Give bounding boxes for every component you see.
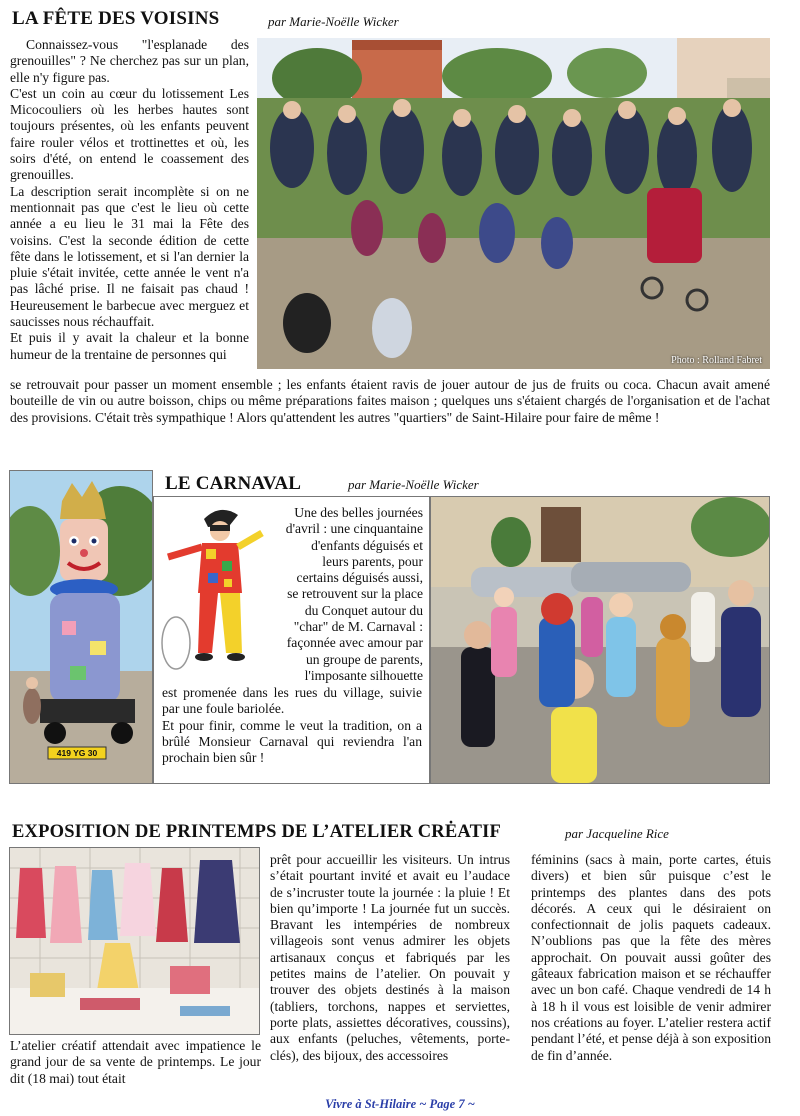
article-fete-voisins-column [10,37,249,363]
exposition-column-3: féminins (sacs à main, porte cartes, étuis divers) et bien sûr puisque c’est le printemps des plantes dans des pots décorés. A ceux qui le désiraient on confectionnait de jolis paquets cadeaux. N’oublions pas que la fête des mères approchait. On pouvait aussi goûter des gâteaux fabrication maison et se réchauffer avec un bon café. Chaque vendredi de 14 h à 18 h il vous est loisible de venir admirer nos créations au foyer. L’atelier restera actif pendant l’été, et pense déjà à son exposition de fin d’année. [531,852,771,1063]
byline-fete-voisins: par Marie-Noëlle Wicker [268,14,399,29]
text-line: se retrouvent sur la place [287,586,423,602]
carnival-figure-photo [9,470,153,784]
text-line: du Conquet autour du [304,602,423,618]
paragraph: est promenée dans les rues du village, suivie par une foule bariolée. [162,685,422,717]
paragraph: Et pour finir, comme le veut la tradition, on a brûlé Monsieur Carnaval qui reviendra l'an prochain bien sûr ! [162,717,422,766]
article-fete-voisins-continuation: se retrouvait pour passer un moment ensemble ; les enfants étaient ravis de jouer autour de jus de fruits ou coca. Chacun avait amené bouteille de vin ou autre boisson, chips ou même préparations faites maison ; quelques uns s'étaient chargés de l'organisation et de l'achat des provisions. C'était très sympathique ! Alors qu'attendent les autres "quartiers" de Saint-Hilaire pour faire de même ! [10,377,770,425]
text-line: certains déguisés aussi, [296,570,423,586]
craft-exhibition-photo [9,847,260,1035]
exposition-column-1: L’atelier créatif attendait avec impatience le grand jour de sa vente de printemps. Le jour dit (18 mai) tout était [10,1038,261,1086]
text-line: d'enfants déguisés et [311,537,423,553]
photo-credit: Photo : Rolland Fabret [671,355,762,366]
paragraph: Et puis il y avait la chaleur et la bonne humeur de la trentaine de personnes qui [10,330,249,362]
text-line: "char" de M. Carnaval : [293,619,423,635]
carnaval-text-box [153,496,430,784]
carnaval-narrow-text [268,505,423,684]
paragraph: C'est un coin au cœur du lotissement Les Micocouliers où les herbes hautes sont toujours présentes, où les enfants peuvent faire rouler vélos et trottinettes et où, les soirs d'été, on entend le coassement des grenouilles. [10,85,249,183]
carnaval-wide-text [162,685,422,766]
paragraph: Connaissez-vous "l'esplanade des grenouilles" ? Ne cherchez pas sur un plan, elle n'y figure pas. [10,37,249,85]
section-title-exposition: EXPOSITION DE PRINTEMPS DE L’ATELIER CRĖATIF [12,822,502,842]
paragraph: La description serait incomplète si on ne mentionnait pas que c'est le lieu où cette année a eu lieu le 31 mai la Fête des voisins. C'est la seconde édition de cette fête dans le lotissement, et si l'an dernier la pluie s'était invitée, cette année le vent n'a pas lâché prise. Il ne faisait pas chaud ! Heureusement le barbecue avec merguez et saucisses nous réchauffait. [10,183,249,330]
text-line: façonnée avec amour par [286,635,423,651]
section-title-fete-voisins: LA FÊTE DES VOISINS [12,8,220,29]
text-line: un groupe de parents, [305,651,423,667]
section-title-carnaval: LE CARNAVAL [165,473,302,494]
carnival-parade-photo [430,496,770,784]
text-line: d'avril : une cinquantaine [285,521,423,537]
neighbours-group-photo [257,38,770,369]
text-line: l'imposante silhouette [304,667,423,683]
license-plate-text: 419 YG 30 [56,748,98,758]
page-footer: Vivre à St-Hilaire ~ Page 7 ~ [325,1097,475,1111]
text-line: Une des belles journées [294,505,423,520]
text-line: leurs parents, pour [322,553,423,569]
byline-carnaval: par Marie-Noëlle Wicker [348,477,479,492]
exposition-column-2: prêt pour accueillir les visiteurs. Un intrus s’était pourtant invité et avait eu l’audace de s’incruster toute la journée : la pluie ! Et bien qu’importe ! La journée fut un succès. Bravant les intempéries de nombreux villageois sont venus admirer les objets artisanaux conçus et fabriqués par les petites mains de l’atelier. On pouvait y trouver des objets destinés à la maison (tabliers, torchons, nappes et serviettes, porte plats, assiettes décoratives, coussins), aux enfants (peluches, vêtements, porte-clés), des bijoux, des accessoires [270,852,510,1063]
harlequin-clipart [158,503,270,679]
byline-exposition: par Jacqueline Rice [565,826,669,841]
